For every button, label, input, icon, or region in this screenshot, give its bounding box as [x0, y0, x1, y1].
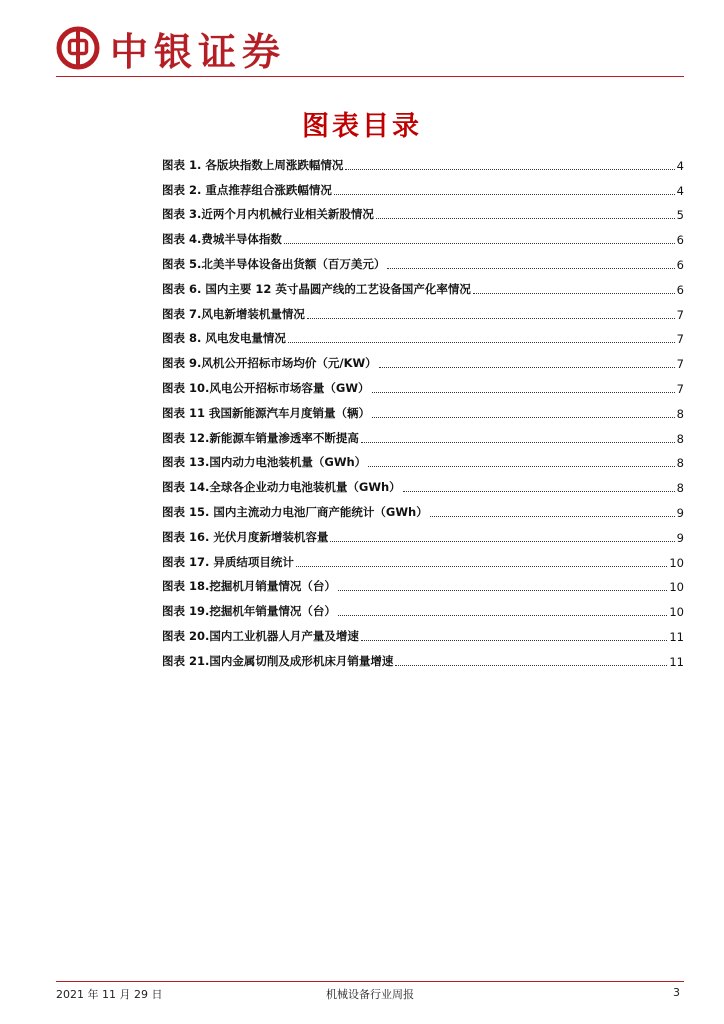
- toc-dot-leader: [296, 566, 667, 567]
- toc-entry-page[interactable]: 6: [676, 282, 684, 297]
- toc-entry-label[interactable]: 图表 5.北美半导体设备出货额（百万美元）: [162, 256, 386, 271]
- page-title: 图表目录: [302, 111, 422, 142]
- report-date: 2021 年 11 月 29 日: [56, 988, 163, 1001]
- toc-entry-page[interactable]: 8: [676, 406, 684, 421]
- toc-entry-label[interactable]: 图表 10.风电公开招标市场容量（GW）: [162, 380, 370, 395]
- toc-dot-leader: [473, 293, 675, 294]
- toc-entry-label[interactable]: 图表 4.费城半导体指数: [162, 232, 282, 247]
- toc-entry[interactable]: [162, 297, 684, 322]
- toc-entry[interactable]: [162, 421, 684, 446]
- header-divider: [56, 76, 684, 77]
- toc-entry-page[interactable]: 10: [669, 555, 684, 570]
- toc-entry-page[interactable]: 8: [676, 456, 684, 471]
- brand-name: 中银证券: [110, 28, 287, 74]
- toc-entry[interactable]: [162, 520, 684, 545]
- toc-entry-label[interactable]: 图表 3.近两个月内机械行业相关新股情况: [162, 207, 374, 222]
- toc-dot-leader: [361, 442, 675, 443]
- toc-dot-leader: [372, 392, 675, 393]
- page-header: [56, 22, 286, 74]
- toc-entry[interactable]: [162, 495, 684, 520]
- page-footer: [56, 986, 684, 1004]
- toc-entry-page[interactable]: 8: [676, 431, 684, 446]
- toc-entry-label[interactable]: 图表 15. 国内主流动力电池厂商产能统计（GWh）: [162, 504, 428, 519]
- toc-entry-label[interactable]: 图表 18.挖掘机月销量情况（台）: [162, 579, 336, 594]
- toc-entry-page[interactable]: 11: [669, 654, 684, 669]
- toc-entry-label[interactable]: 图表 20.国内工业机器人月产量及增速: [162, 628, 359, 643]
- report-name: 机械设备行业周报: [326, 988, 414, 1001]
- toc-dot-leader: [338, 590, 667, 591]
- footer-divider: [56, 981, 684, 982]
- toc-entry-page[interactable]: 9: [676, 505, 684, 520]
- toc-entry[interactable]: [162, 222, 684, 247]
- toc-dot-leader: [387, 268, 674, 269]
- toc-dot-leader: [288, 342, 675, 343]
- toc-entry-label[interactable]: 图表 8. 风电发电量情况: [162, 331, 286, 346]
- toc-entry-page[interactable]: 4: [676, 183, 684, 198]
- toc-entry[interactable]: [162, 545, 684, 570]
- toc-entry-label[interactable]: 图表 16. 光伏月度新增装机容量: [162, 529, 329, 544]
- toc-entry-label[interactable]: 图表 11 我国新能源汽车月度销量（辆）: [162, 405, 371, 420]
- toc-entry[interactable]: [162, 322, 684, 347]
- toc-dot-leader: [284, 243, 675, 244]
- toc-dot-leader: [307, 318, 675, 319]
- toc-entry[interactable]: [162, 346, 684, 371]
- toc-entry-page[interactable]: 4: [676, 158, 684, 173]
- toc-entry-page[interactable]: 7: [676, 332, 684, 347]
- toc-entry-page[interactable]: 7: [676, 381, 684, 396]
- toc-entry[interactable]: [162, 371, 684, 396]
- toc-entry[interactable]: [162, 198, 684, 223]
- page-number: 3: [673, 986, 680, 999]
- toc-entry-label[interactable]: 图表 14.全球各企业动力电池装机量（GWh）: [162, 480, 401, 495]
- toc-dot-leader: [395, 665, 667, 666]
- toc-entry-page[interactable]: 7: [676, 357, 684, 372]
- table-of-figures: [162, 148, 684, 669]
- toc-entry-page[interactable]: 5: [676, 208, 684, 223]
- toc-entry-page[interactable]: 6: [676, 257, 684, 272]
- toc-entry-label[interactable]: 图表 17. 异质结项目统计: [162, 554, 294, 569]
- toc-dot-leader: [345, 169, 674, 170]
- toc-entry[interactable]: [162, 594, 684, 619]
- toc-entry[interactable]: [162, 644, 684, 669]
- toc-dot-leader: [361, 640, 667, 641]
- toc-dot-leader: [372, 417, 675, 418]
- toc-entry[interactable]: [162, 173, 684, 198]
- toc-dot-leader: [338, 615, 667, 616]
- toc-dot-leader: [330, 541, 674, 542]
- toc-entry[interactable]: [162, 619, 684, 644]
- toc-entry[interactable]: [162, 446, 684, 471]
- toc-entry-label[interactable]: 图表 12.新能源车销量渗透率不断提高: [162, 430, 359, 445]
- toc-entry-label[interactable]: 图表 9.风机公开招标市场均价（元/KW）: [162, 356, 377, 371]
- toc-entry[interactable]: [162, 148, 684, 173]
- toc-entry-label[interactable]: 图表 1. 各版块指数上周涨跌幅情况: [162, 157, 344, 172]
- toc-entry[interactable]: [162, 570, 684, 595]
- toc-dot-leader: [403, 491, 675, 492]
- toc-entry-label[interactable]: 图表 6. 国内主要 12 英寸晶圆产线的工艺设备国产化率情况: [162, 281, 471, 296]
- toc-dot-leader: [379, 367, 675, 368]
- toc-entry-page[interactable]: 8: [676, 481, 684, 496]
- toc-dot-leader: [430, 516, 675, 517]
- toc-entry-page[interactable]: 10: [669, 605, 684, 620]
- toc-dot-leader: [334, 194, 675, 195]
- toc-entry[interactable]: [162, 272, 684, 297]
- toc-dot-leader: [368, 466, 674, 467]
- toc-entry[interactable]: [162, 396, 684, 421]
- toc-entry-label[interactable]: 图表 2. 重点推荐组合涨跌幅情况: [162, 182, 332, 197]
- toc-entry-page[interactable]: 11: [669, 629, 684, 644]
- toc-entry[interactable]: [162, 247, 684, 272]
- toc-entry-label[interactable]: 图表 21.国内金属切削及成形机床月销量增速: [162, 653, 394, 668]
- toc-entry-page[interactable]: 7: [676, 307, 684, 322]
- toc-entry-label[interactable]: 图表 19.挖掘机年销量情况（台）: [162, 604, 336, 619]
- toc-entry-label[interactable]: 图表 7.风电新增装机量情况: [162, 306, 305, 321]
- toc-entry-label[interactable]: 图表 13.国内动力电池装机量（GWh）: [162, 455, 367, 470]
- toc-dot-leader: [376, 218, 675, 219]
- toc-entry[interactable]: [162, 470, 684, 495]
- toc-entry-page[interactable]: 6: [676, 233, 684, 248]
- toc-entry-page[interactable]: 10: [669, 580, 684, 595]
- toc-entry-page[interactable]: 9: [676, 530, 684, 545]
- bank-of-china-logo-icon: [56, 26, 100, 70]
